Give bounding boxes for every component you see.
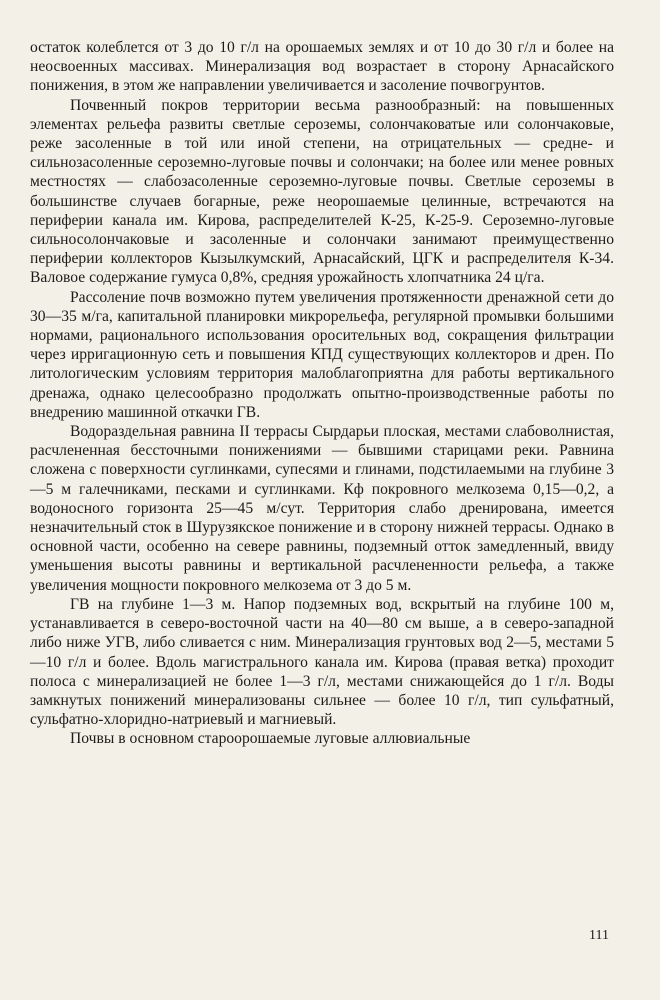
- paragraph-watershed-plain: Водораздельная равнина II террасы Сырдарьи плоская, местами слабоволнистая, расчлененная бессточными понижениями — бывшими старицами реки. Равнина сложена с поверхности суглинками, супесями и глинами, подстилаемыми на глубине 3—5 м галечниками, песками и суглинками. Кф покровного мелкозема 0,15—0,2, а водоносного горизонта 25—45 м/сут. Территория слабо дренирована, имеется незначительный сток в Шурузякское понижение и в сторону нижней террасы. Однако в основной части, особенно на севере равнины, подземный отток замедленный, ввиду уменьшения высоты равнины и вертикальной расчлененности рельефа, а также увеличения мощности покровного мелкозема от 3 до 5 м.: [30, 423, 614, 594]
- paragraph-soil-cover: Почвенный покров территории весьма разнообразный: на повышенных элементах рельефа развиты светлые сероземы, солончаковатые или солончаковые, реже засоленные в той или иной степени, на отрицательных — средне- и сильнозасоленные сероземно-луговые почвы и солончаки; на более или менее ровных местностях — слабозасоленные сероземно-луговые почвы. Светлые сероземы в большинстве случаев богарные, реже неорошаемые целинные, встречаются на периферии канала им. Кирова, распределителей К-25, К-25-9. Сероземно-луговые сильносолончаковые и засоленные и солончаки занимают преимущественно периферии коллекторов Кызылкумский, Арнасайский, ЦГК и распределителя К-34. Валовое содержание гумуса 0,8%, средняя урожайность хлопчатника 24 ц/га.: [30, 96, 614, 287]
- page-body-text: [30, 38, 614, 749]
- paragraph-soils-start: Почвы в основном староорошаемые луговые аллювиальные: [70, 730, 471, 748]
- page-number: 111: [589, 928, 609, 943]
- paragraph-salinity-continuation: остаток колеблется от 3 до 10 г/л на орошаемых землях и от 10 до 30 г/л и более на неосвоенных массивах. Минерализация вод возрастает в сторону Арнасайского понижения, в этом же направлении увеличивается и засоление почвогрунтов.: [30, 39, 614, 95]
- paragraph-groundwater: ГВ на глубине 1—3 м. Напор подземных вод, вскрытый на глубине 100 м, устанавливается в северо-восточной части на 40—80 см выше, а в северо-западной либо ниже УГВ, либо сливается с ним. Минерализация грунтовых вод 2—5, местами 5—10 г/л и более. Вдоль магистрального канала им. Кирова (правая ветка) проходит полоса с минерализацией не более 1—3 г/л, местами снижающейся до 1 г/л. Воды замкнутых понижений минерализованы сильнее — более 10 г/л, тип сульфатный, сульфатно-хлоридно-натриевый и магниевый.: [30, 595, 614, 729]
- paragraph-desalinization: Рассоление почв возможно путем увеличения протяженности дренажной сети до 30—35 м/га, капитальной планировки микрорельефа, регулярной промывки большими нормами, рационального использования оросительных вод, сокращения фильтрации через ирригационную сеть и повышения КПД существующих коллекторов и дрен. По литологическим условиям территория малоблагоприятна для работы вертикального дренажа, однако целесообразно продолжать опытно-производственные работы по внедрению машинной откачки ГВ.: [30, 288, 614, 421]
